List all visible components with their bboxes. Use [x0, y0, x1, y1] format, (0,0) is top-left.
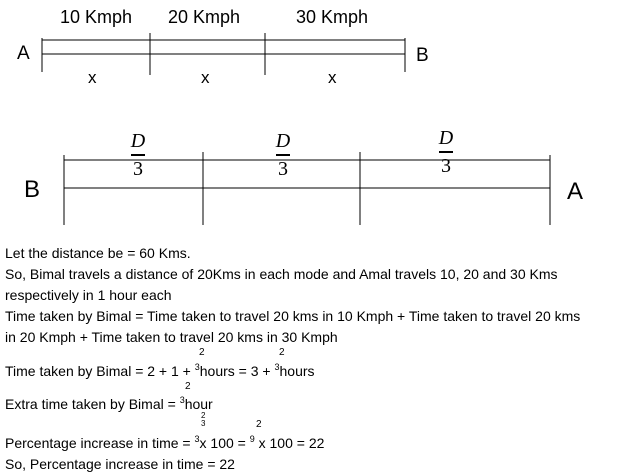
top-end-label: B: [416, 45, 429, 66]
fraction-denominator: 3: [278, 157, 288, 180]
line8-superscript-1b: 3: [201, 419, 206, 428]
solution-line-8: [5, 434, 324, 451]
fraction-denominator: 3: [133, 157, 143, 180]
fraction-numerator: D: [275, 130, 291, 152]
fraction-numerator: D: [438, 127, 454, 149]
line6-superscript-2: 2: [279, 347, 285, 358]
bottom-start-label: B: [24, 176, 41, 203]
line8-superscript-2: 2: [256, 419, 262, 430]
speed-label-1: 10 Kmph: [60, 7, 133, 27]
line6-text-e: hours: [279, 363, 315, 379]
segment-distance-label-3: x: [328, 68, 337, 87]
fraction-bar: [439, 151, 453, 153]
solution-line-4: Time taken by Bimal = Time taken to travel 20 kms in 10 Kmph + Time taken to travel 20 kms: [5, 308, 581, 324]
line7-text-c: hour: [184, 396, 213, 412]
solution-line-2: So, Bimal travels a distance of 20Kms in each mode and Amal travels 10, 20 and 30 Kms: [5, 266, 558, 282]
line6-denominator-2: 3: [274, 362, 280, 372]
line6-superscript-1: 2: [199, 347, 205, 358]
line8-text-a: Percentage increase in time =: [5, 435, 195, 451]
line6-denominator-1: 3: [194, 362, 200, 372]
fraction-numerator: D: [130, 130, 146, 152]
line7-text-a: Extra time taken by Bimal =: [5, 396, 180, 412]
solution-line-7: [5, 395, 213, 412]
speed-label-3: 30 Kmph: [296, 7, 369, 27]
line7-superscript: 2: [185, 381, 191, 392]
segment-distance-label-1: x: [88, 68, 97, 87]
line6-text-c: hours = 3 +: [199, 363, 275, 379]
segment-distance-label-2: x: [201, 68, 210, 87]
solution-line-6: [5, 362, 315, 379]
line8-text-e: x 100 = 22: [254, 435, 325, 451]
speed-label-2: 20 Kmph: [168, 7, 241, 27]
solution-line-3: respectively in 1 hour each: [5, 287, 172, 303]
line8-text-c: x 100 =: [199, 435, 250, 451]
solution-line-9: So, Percentage increase in time = 22: [5, 456, 235, 472]
fraction-bar: [131, 154, 145, 156]
distance-fraction-2: [268, 130, 298, 180]
line6-text-a: Time taken by Bimal = 2 + 1 +: [5, 363, 195, 379]
fraction-denominator: 3: [441, 154, 451, 177]
distance-fraction-1: [123, 130, 153, 180]
solution-line-1: Let the distance be = 60 Kms.: [5, 245, 191, 261]
line8-denominator-1: 3: [194, 434, 200, 444]
top-start-label: A: [17, 43, 30, 64]
line8-denominator-2: 9: [249, 434, 255, 444]
line7-denominator: 3: [179, 395, 185, 405]
solution-line-5: in 20 Kmph + Time taken to travel 20 kms in 30 Kmph: [5, 329, 338, 345]
distance-fraction-3: [431, 127, 461, 177]
line8-superscript-1a: 2: [201, 411, 206, 420]
bottom-end-label: A: [567, 178, 584, 205]
fraction-bar: [276, 154, 290, 156]
